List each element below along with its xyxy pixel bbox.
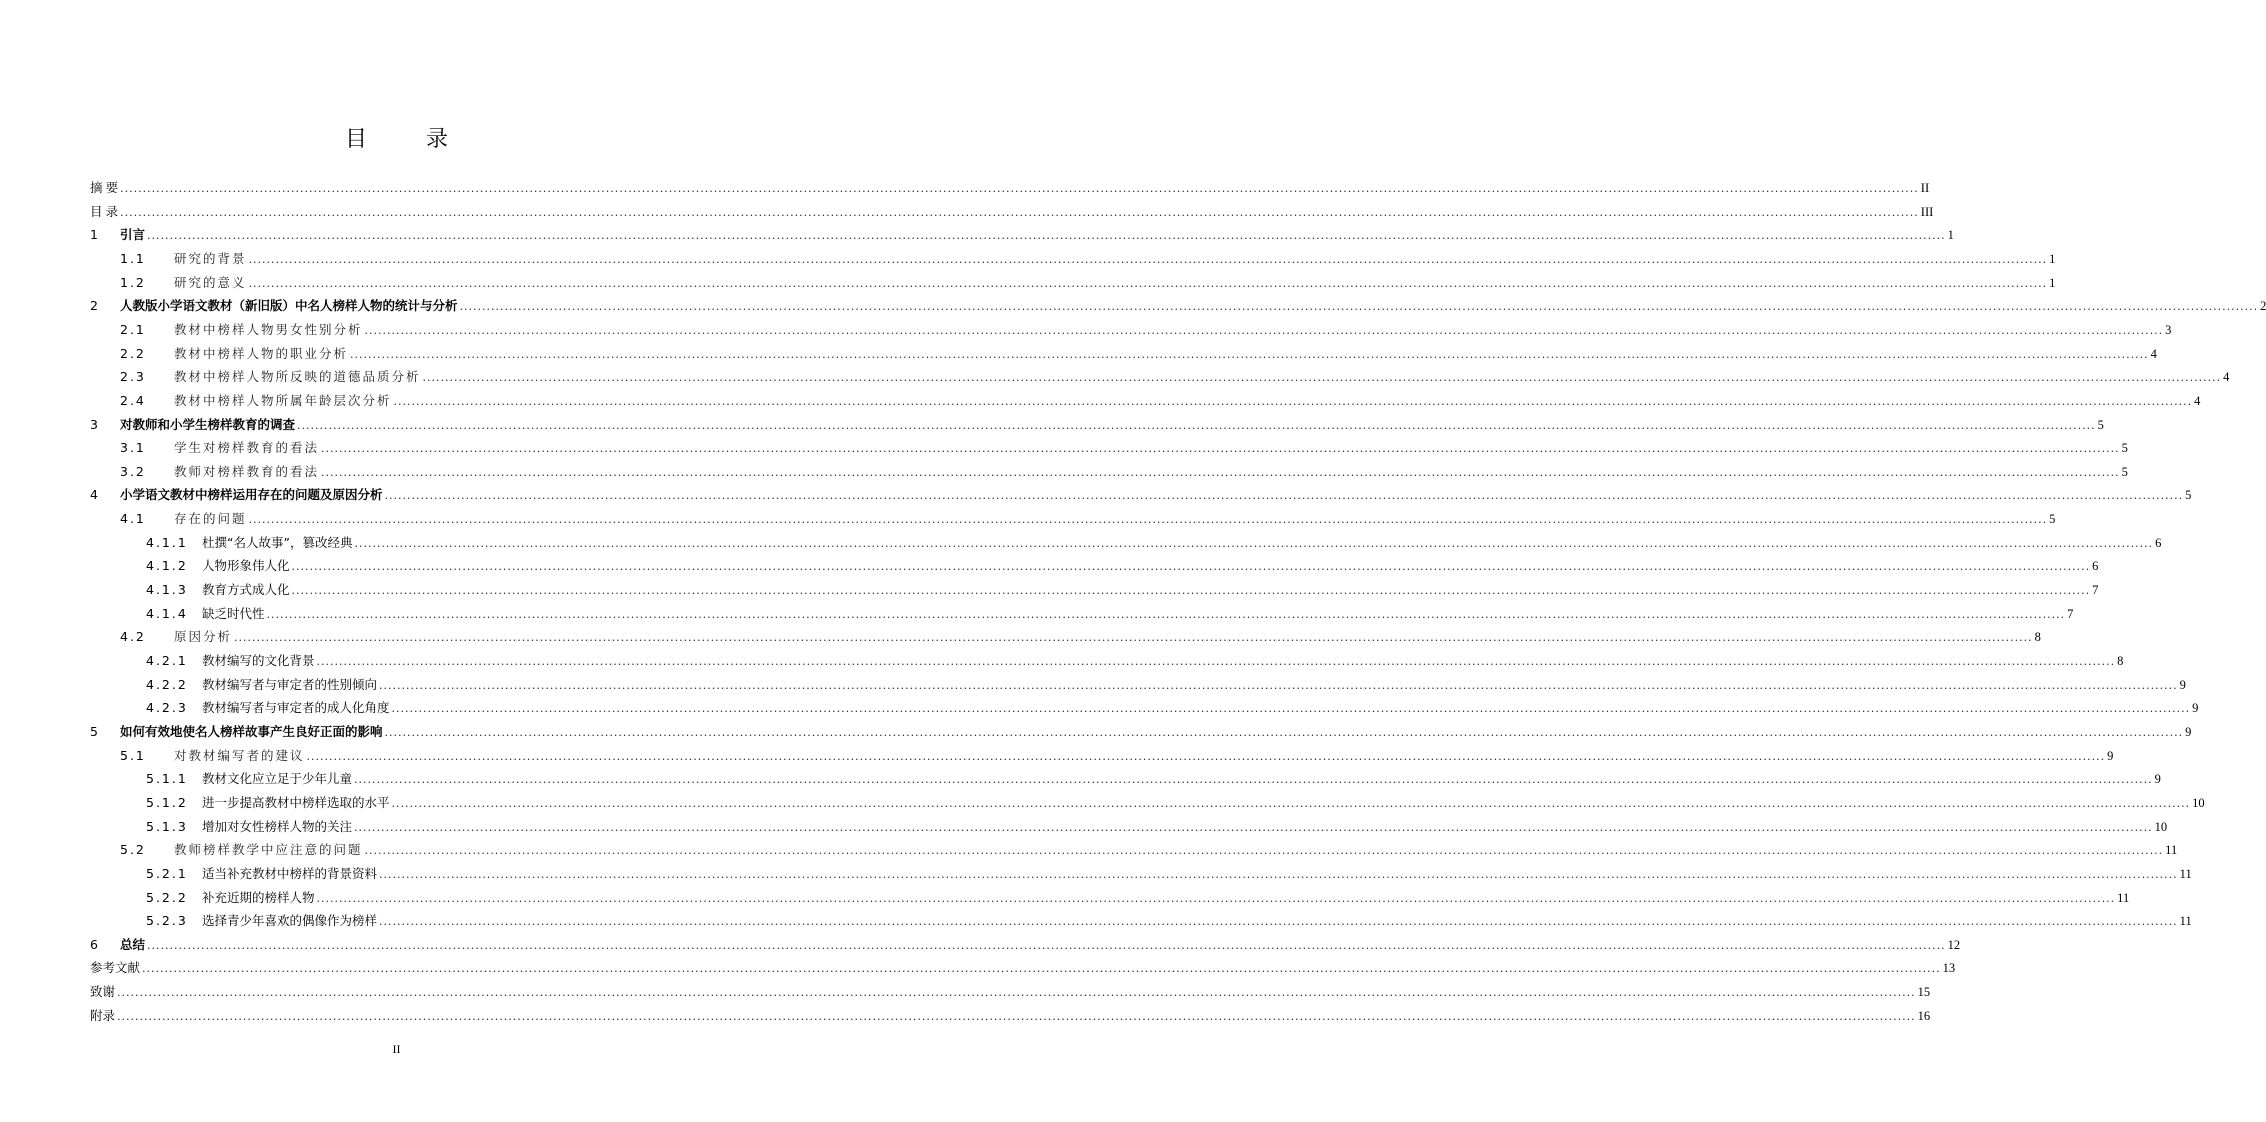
toc-entry[interactable] [120,387,2201,409]
toc-entry-page: 6 [2155,535,2162,550]
toc-entry-title: 补充近期的榜样人物 [202,889,315,905]
dot-leader: ................................................................................................................................................................................................................................................................................................................................................................................................................ [393,394,2193,408]
toc-entry[interactable] [146,552,2099,574]
dot-leader: ................................................................................................................................................................................................................................................................................................................................................................................................................ [316,655,2116,668]
dot-leader: ................................................................................................................................................................................................................................................................................................................................................................................................................ [117,1009,1916,1023]
toc-entry-page: 1 [1947,228,1954,243]
toc-entry-number: 5 [90,723,98,739]
toc-entry-number: 2.1 [120,321,146,337]
toc-entry-title: 学生对榜样教育的看法 [174,440,320,456]
toc-entry-title: 致谢 [90,985,116,1000]
toc-entry-number: 2.3 [120,369,146,385]
dot-leader: ................................................................................................................................................................................................................................................................................................................................................................................................................ [316,891,2116,905]
dot-leader: ................................................................................................................................................................................................................................................................................................................................................................................................................ [147,229,1946,243]
toc-entry-title: 教师对榜样教育的看法 [174,463,320,479]
toc-entry[interactable] [146,907,2192,929]
dot-leader: ................................................................................................................................................................................................................................................................................................................................................................................................................ [391,796,2191,810]
toc-entry[interactable] [120,458,2128,480]
toc-entry-number: 2.4 [120,392,146,408]
toc-entry[interactable] [90,221,1954,243]
toc-entry[interactable] [120,316,2172,338]
toc-entry-title: 原因分析 [174,629,233,645]
dot-leader: ................................................................................................................................................................................................................................................................................................................................................................................................................ [234,631,2033,645]
toc-entry-page: II [1920,181,1930,195]
toc-entry[interactable] [90,1002,1931,1024]
toc-entry-title: 对教材编写者的建议 [174,747,305,763]
toc-entry-title: 杜撰“名人故事”，篡改经典 [202,534,353,550]
toc-entry-page: 9 [2192,701,2199,716]
toc-entry-title: 缺乏时代性 [202,605,265,621]
dot-leader: ................................................................................................................................................................................................................................................................................................................................................................................................................ [321,442,2120,456]
toc-entry-title: 教材编写的文化背景 [202,653,315,668]
toc-entry[interactable] [120,269,2056,291]
toc-entry-page: 13 [1942,961,1956,976]
toc-entry[interactable] [90,718,2192,740]
toc-entry-number: 1.1 [120,250,146,266]
toc-entry[interactable] [146,647,2124,669]
toc-entry-title: 教材编写者与审定者的成人化角度 [202,700,390,716]
toc-entry-number: 4.2.1 [146,653,188,668]
dot-leader: ................................................................................................................................................................................................................................................................................................................................................................................................................ [248,513,2048,527]
toc-entry-page: 15 [1917,985,1931,1000]
toc-entry-title: 增加对女性榜样人物的关注 [202,818,353,834]
toc-entry-number: 4.2.2 [146,676,188,692]
toc-entry-number: 4.1.1 [146,534,188,550]
page-title: 目 录 [345,127,474,152]
dot-leader: ................................................................................................................................................................................................................................................................................................................................................................................................................ [266,607,2066,621]
dot-leader: ................................................................................................................................................................................................................................................................................................................................................................................................................ [120,182,1919,195]
toc-entry-number: 5.1 [120,747,146,763]
toc-entry[interactable] [146,765,2161,787]
toc-entry-page: 11 [2165,843,2178,858]
toc-entry-number: 5.2 [120,842,146,858]
toc-entry-title: 教材中榜样人物的职业分析 [174,345,349,361]
toc-entry-page: 5 [2185,488,2192,503]
toc-entry-number: 1.2 [120,274,146,290]
dot-leader: ................................................................................................................................................................................................................................................................................................................................................................................................................ [354,773,2153,787]
toc-entry[interactable] [146,789,2205,811]
toc-entry-page: 11 [2117,890,2130,905]
toc-entry-number: 5.2.1 [146,865,188,881]
toc-entry-title: 存在的问题 [174,511,247,527]
toc-entry[interactable] [90,978,1931,1000]
toc-entry-page: 1 [2049,275,2056,290]
toc-entry[interactable] [120,623,2041,645]
dot-leader: ................................................................................................................................................................................................................................................................................................................................................................................................................ [248,252,2048,266]
toc-entry-page: 9 [2185,724,2192,739]
dot-leader: ................................................................................................................................................................................................................................................................................................................................................................................................................ [248,276,2048,290]
dot-leader: ................................................................................................................................................................................................................................................................................................................................................................................................................ [391,702,2191,716]
toc-entry-title: 进一步提高教材中榜样选取的水平 [202,794,390,810]
toc-entry-page: 9 [2154,772,2161,787]
toc-entry-number: 4.1.3 [146,582,188,598]
toc-entry-title: 教材文化应立足于少年儿童 [202,771,353,787]
toc-entry-title: 引言 [120,227,146,243]
toc-entry[interactable] [90,481,2192,503]
toc-entry-title: 教育方式成人化 [202,582,290,598]
toc-entry-number: 5.2.3 [146,913,188,929]
toc-entry[interactable] [120,245,2056,267]
toc-entry-page: 5 [2121,441,2128,456]
toc-entry-title: 教材编写者与审定者的性别倾向 [202,676,378,692]
toc-entry-page: 6 [2092,559,2099,574]
dot-leader: ................................................................................................................................................................................................................................................................................................................................................................................................................ [291,560,2091,574]
toc-entry-number: 5.1.1 [146,771,188,787]
dot-leader: ................................................................................................................................................................................................................................................................................................................................................................................................................ [379,915,2178,929]
dot-leader: ................................................................................................................................................................................................................................................................................................................................................................................................................ [384,489,2184,503]
toc-entry-page: 5 [2097,417,2104,432]
dot-leader: ................................................................................................................................................................................................................................................................................................................................................................................................................ [379,867,2178,881]
toc-entry-page: 12 [1947,937,1961,952]
toc-entry-number: 1 [90,227,98,243]
toc-entry[interactable] [146,884,2130,906]
toc-entry-page: 10 [2154,819,2168,834]
toc-entry[interactable] [120,836,2178,858]
toc-entry-title: 教材中榜样人物所反映的道德品质分析 [174,369,421,385]
toc-entry-number: 5.2.2 [146,889,188,905]
dot-leader: ................................................................................................................................................................................................................................................................................................................................................................................................................ [291,584,2091,598]
toc-entry-number: 3.2 [120,463,146,479]
toc-entry-page: 4 [2223,370,2230,385]
toc-entry-number: 4 [90,487,98,503]
dot-leader: ................................................................................................................................................................................................................................................................................................................................................................................................................ [379,678,2178,692]
toc-entry-page: 11 [2179,914,2192,929]
toc-entry-title: 研究的背景 [174,250,247,266]
toc-entry-number: 4.1 [120,511,146,527]
toc-entry-number: 4.2.3 [146,700,188,716]
toc-entry-number: 5.1.2 [146,794,188,810]
toc-entry[interactable] [146,860,2192,882]
toc-entry-page: 4 [2150,346,2157,361]
toc-entry[interactable] [120,434,2128,456]
toc-entry-title: 教材中榜样人物男女性别分析 [174,321,363,337]
toc-entry-number: 3.1 [120,440,146,456]
toc-entry[interactable] [120,340,2157,362]
toc-entry-title: 摘 要 [90,181,119,195]
toc-entry-title: 选择青少年喜欢的偶像作为榜样 [202,913,378,929]
toc-entry-title: 人物形象伟人化 [202,558,290,574]
dot-leader: ................................................................................................................................................................................................................................................................................................................................................................................................................ [350,347,2149,361]
toc-entry-title: 参考文献 [90,961,141,976]
toc-entry-title: 附录 [90,1008,116,1023]
toc-entry-number: 2.2 [120,345,146,361]
toc-entry-page: III [1920,204,1934,219]
toc-entry[interactable] [146,576,2099,598]
toc-entry-number: 4.2 [120,629,146,645]
toc-entry[interactable] [90,931,1961,953]
toc-entry-number: 5.1.3 [146,818,188,834]
page-number-footer: II [392,1042,401,1056]
toc-entry[interactable] [120,505,2056,527]
toc-entry-title: 小学语文教材中榜样运用存在的问题及原因分析 [120,487,383,503]
dot-leader: ................................................................................................................................................................................................................................................................................................................................................................................................................ [142,962,1941,976]
toc-entry-number: 4.1.2 [146,558,188,574]
toc-entry[interactable] [120,742,2114,764]
toc-entry-title: 人教版小学语文教材（新旧版）中名人榜样人物的统计与分析 [120,298,458,314]
dot-leader: ................................................................................................................................................................................................................................................................................................................................................................................................................ [321,465,2120,479]
dot-leader: ................................................................................................................................................................................................................................................................................................................................................................................................................ [120,205,1919,219]
dot-leader: ................................................................................................................................................................................................................................................................................................................................................................................................................ [459,300,2259,314]
toc-entry[interactable] [146,671,2186,693]
toc-entry[interactable] [146,529,2162,551]
dot-leader: ................................................................................................................................................................................................................................................................................................................................................................................................................ [364,844,2164,858]
toc-entry-page: 9 [2179,677,2186,692]
toc-entry-number: 6 [90,936,98,952]
toc-entry-number: 3 [90,416,98,432]
toc-entry-title: 教材中榜样人物所属年龄层次分析 [174,392,392,408]
toc-entry-number: 2 [90,298,98,314]
toc-entry-page: 7 [2092,583,2099,598]
dot-leader: ................................................................................................................................................................................................................................................................................................................................................................................................................ [354,536,2154,550]
dot-leader: ................................................................................................................................................................................................................................................................................................................................................................................................................ [422,371,2222,385]
dot-leader: ................................................................................................................................................................................................................................................................................................................................................................................................................ [354,820,2153,834]
toc-entry-title: 教师榜样教学中应注意的问题 [174,842,363,858]
toc-entry[interactable] [146,813,2168,835]
toc-entry-page: 9 [2107,748,2114,763]
toc-entry-title: 对教师和小学生榜样教育的调查 [120,416,296,432]
toc-entry-title: 目 录 [90,204,119,219]
toc-entry-page: 11 [2179,866,2192,881]
toc-entry-page: 7 [2067,606,2074,621]
toc-entry[interactable] [90,954,1956,976]
toc-entry-title: 适当补充教材中榜样的背景资料 [202,865,378,881]
toc-entry-page: 1 [2049,251,2056,266]
toc-entry-page: 8 [2117,654,2124,668]
dot-leader: ................................................................................................................................................................................................................................................................................................................................................................................................................ [117,986,1916,1000]
toc-entry-page: 8 [2034,630,2041,645]
toc-entry-title: 如何有效地使名人榜样故事产生良好正面的影响 [120,723,383,739]
dot-leader: ................................................................................................................................................................................................................................................................................................................................................................................................................ [147,938,1946,952]
toc-entry-page: 5 [2121,464,2128,479]
toc-entry-title: 总结 [120,936,146,952]
toc-entry[interactable] [90,411,2104,433]
toc-entry-page: 2 [2260,299,2266,314]
dot-leader: ................................................................................................................................................................................................................................................................................................................................................................................................................ [364,323,2164,337]
toc-entry[interactable] [146,694,2199,716]
toc-entry-title: 研究的意义 [174,274,247,290]
toc-entry-page: 4 [2194,393,2201,408]
toc-entry-page: 5 [2049,512,2056,527]
toc-entry-number: 4.1.4 [146,605,188,621]
toc-entry-page: 10 [2192,795,2205,810]
dot-leader: ................................................................................................................................................................................................................................................................................................................................................................................................................ [297,418,2096,432]
toc-entry[interactable] [90,292,2266,314]
toc-entry-page: 16 [1917,1008,1931,1023]
toc-entry[interactable] [120,363,2230,385]
toc-entry-page: 3 [2165,322,2172,337]
dot-leader: ................................................................................................................................................................................................................................................................................................................................................................................................................ [384,725,2184,739]
dot-leader: ................................................................................................................................................................................................................................................................................................................................................................................................................ [306,749,2106,763]
toc-entry[interactable] [146,600,2074,622]
toc-entry[interactable] [90,198,1934,220]
toc-entry[interactable] [90,174,1930,196]
